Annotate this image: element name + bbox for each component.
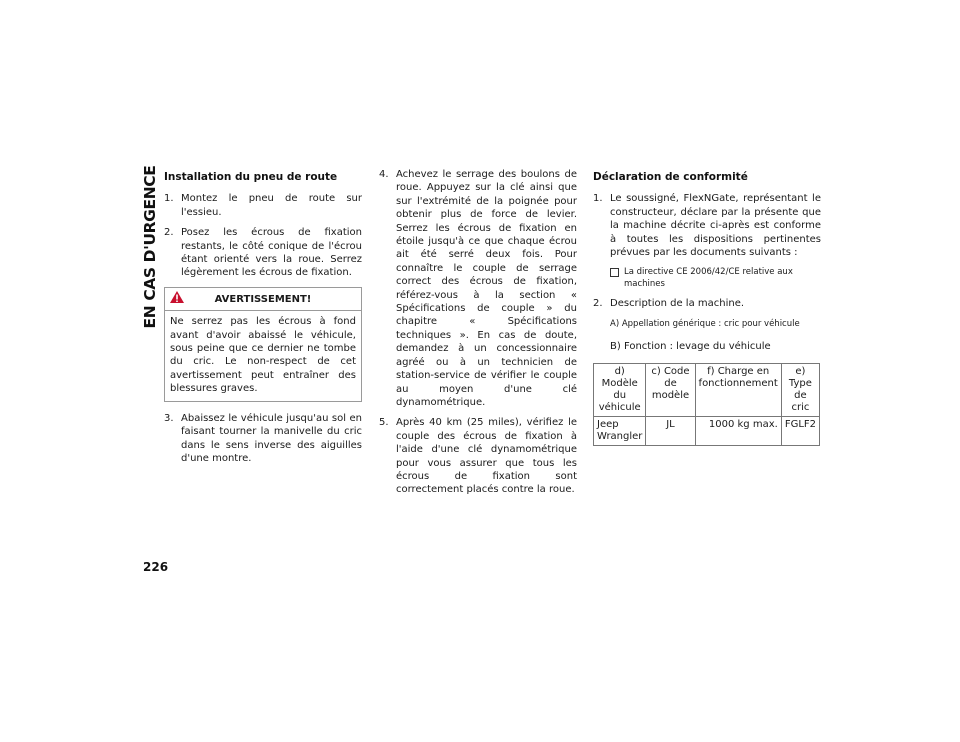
table-header-cell: c) Code de modèle bbox=[646, 363, 695, 416]
warning-triangle-icon bbox=[169, 290, 185, 304]
function-line: B) Fonction : levage du véhicule bbox=[610, 341, 771, 353]
step-2 bbox=[164, 226, 362, 280]
page-number: 226 bbox=[143, 560, 169, 574]
step-1 bbox=[164, 192, 362, 219]
step-4 bbox=[379, 168, 577, 409]
step-text: Abaissez le véhicule jusqu'au sol en faisant tourner la manivelle du cric dans le sens inverse des aiguilles d'une montre. bbox=[181, 412, 362, 464]
step-number: 1. bbox=[593, 193, 603, 205]
column-3 bbox=[593, 168, 821, 446]
section-title-conformity: Déclaration de conformité bbox=[593, 171, 748, 183]
machine-table bbox=[593, 363, 820, 446]
generic-name-line: A) Appellation générique : cric pour véhicule bbox=[610, 318, 800, 329]
chapter-title: EN CAS D'URGENCE bbox=[141, 165, 159, 329]
table-row bbox=[594, 416, 820, 445]
table-cell: 1000 kg max. bbox=[695, 416, 781, 445]
table-cell: FGLF2 bbox=[781, 416, 819, 445]
step-number: 1. bbox=[164, 193, 174, 205]
directive-text: La directive CE 2006/42/CE relative aux machines bbox=[624, 267, 793, 290]
square-bullet-icon bbox=[610, 268, 619, 277]
table-header-cell: d) Modèle du véhicule bbox=[594, 363, 646, 416]
warning-box bbox=[164, 287, 362, 402]
step-text: Posez les écrous de fixation restants, le côté conique de l'écrou étant orienté vers la roue. Serrez légèrement les écrous de fixation. bbox=[181, 227, 362, 279]
step-number: 2. bbox=[164, 227, 174, 239]
warning-title: AVERTISSEMENT! bbox=[214, 293, 312, 305]
table-header-cell: f) Charge en fonctionnement bbox=[695, 363, 781, 416]
warning-body: Ne serrez pas les écrous à fond avant d'avoir abaissé le véhicule, sous peine que ce dernier ne tombe du cric. Le non-respect de cet avertissement peut entraîner des blessures graves. bbox=[170, 316, 356, 395]
conformity-step-2 bbox=[593, 297, 821, 310]
step-number: 3. bbox=[164, 412, 174, 424]
step-text: Description de la machine. bbox=[610, 298, 745, 310]
table-cell: Jeep Wrangler bbox=[594, 416, 646, 445]
chapter-side-tab bbox=[140, 165, 160, 329]
table-header-row bbox=[594, 363, 820, 416]
warning-header bbox=[165, 288, 361, 311]
step-text: Montez le pneu de route sur l'essieu. bbox=[181, 193, 362, 218]
section-title-installation: Installation du pneu de route bbox=[164, 171, 338, 183]
step-number: 2. bbox=[593, 298, 603, 310]
column-2 bbox=[379, 168, 577, 504]
conformity-step-1 bbox=[593, 192, 821, 259]
step-3 bbox=[164, 412, 362, 466]
table-header-cell: e) Type de cric bbox=[781, 363, 819, 416]
column-1 bbox=[164, 168, 362, 472]
step-text: Achevez le serrage des boulons de roue. Appuyez sur la clé ainsi que sur l'extrémité de la poignée pour obtenir plus de force de levier. Serrez les écrous de fixation en étoile jusqu'à ce que chaque écrou ait été serré deux fois. Pour connaître le couple de serrage correct des écrous de fixation, référez-vous à la section « Spécifications de couple » du chapitre « Spécifications techniques ». En cas de doute, demandez à un concessionnaire agréé ou à un technicien de station-service de vérifier le couple au moyen d'une clé dynamométrique. bbox=[396, 169, 577, 408]
step-text: Après 40 km (25 miles), vérifiez le couple des écrous de fixation à l'aide d'une clé dynamométrique pour vous assurer que tous les écrous de fixation sont correctement placés contre la roue. bbox=[396, 417, 577, 496]
step-number: 5. bbox=[379, 417, 389, 429]
directive-bullet bbox=[610, 266, 821, 290]
step-5 bbox=[379, 416, 577, 496]
table-cell: JL bbox=[646, 416, 695, 445]
step-text: Le soussigné, FlexNGate, représentant le constructeur, déclare par la présente que la machine décrite ci-après est conforme à toutes les dispositions pertinentes prévues par les documents suivants : bbox=[610, 193, 821, 259]
step-number: 4. bbox=[379, 169, 389, 180]
